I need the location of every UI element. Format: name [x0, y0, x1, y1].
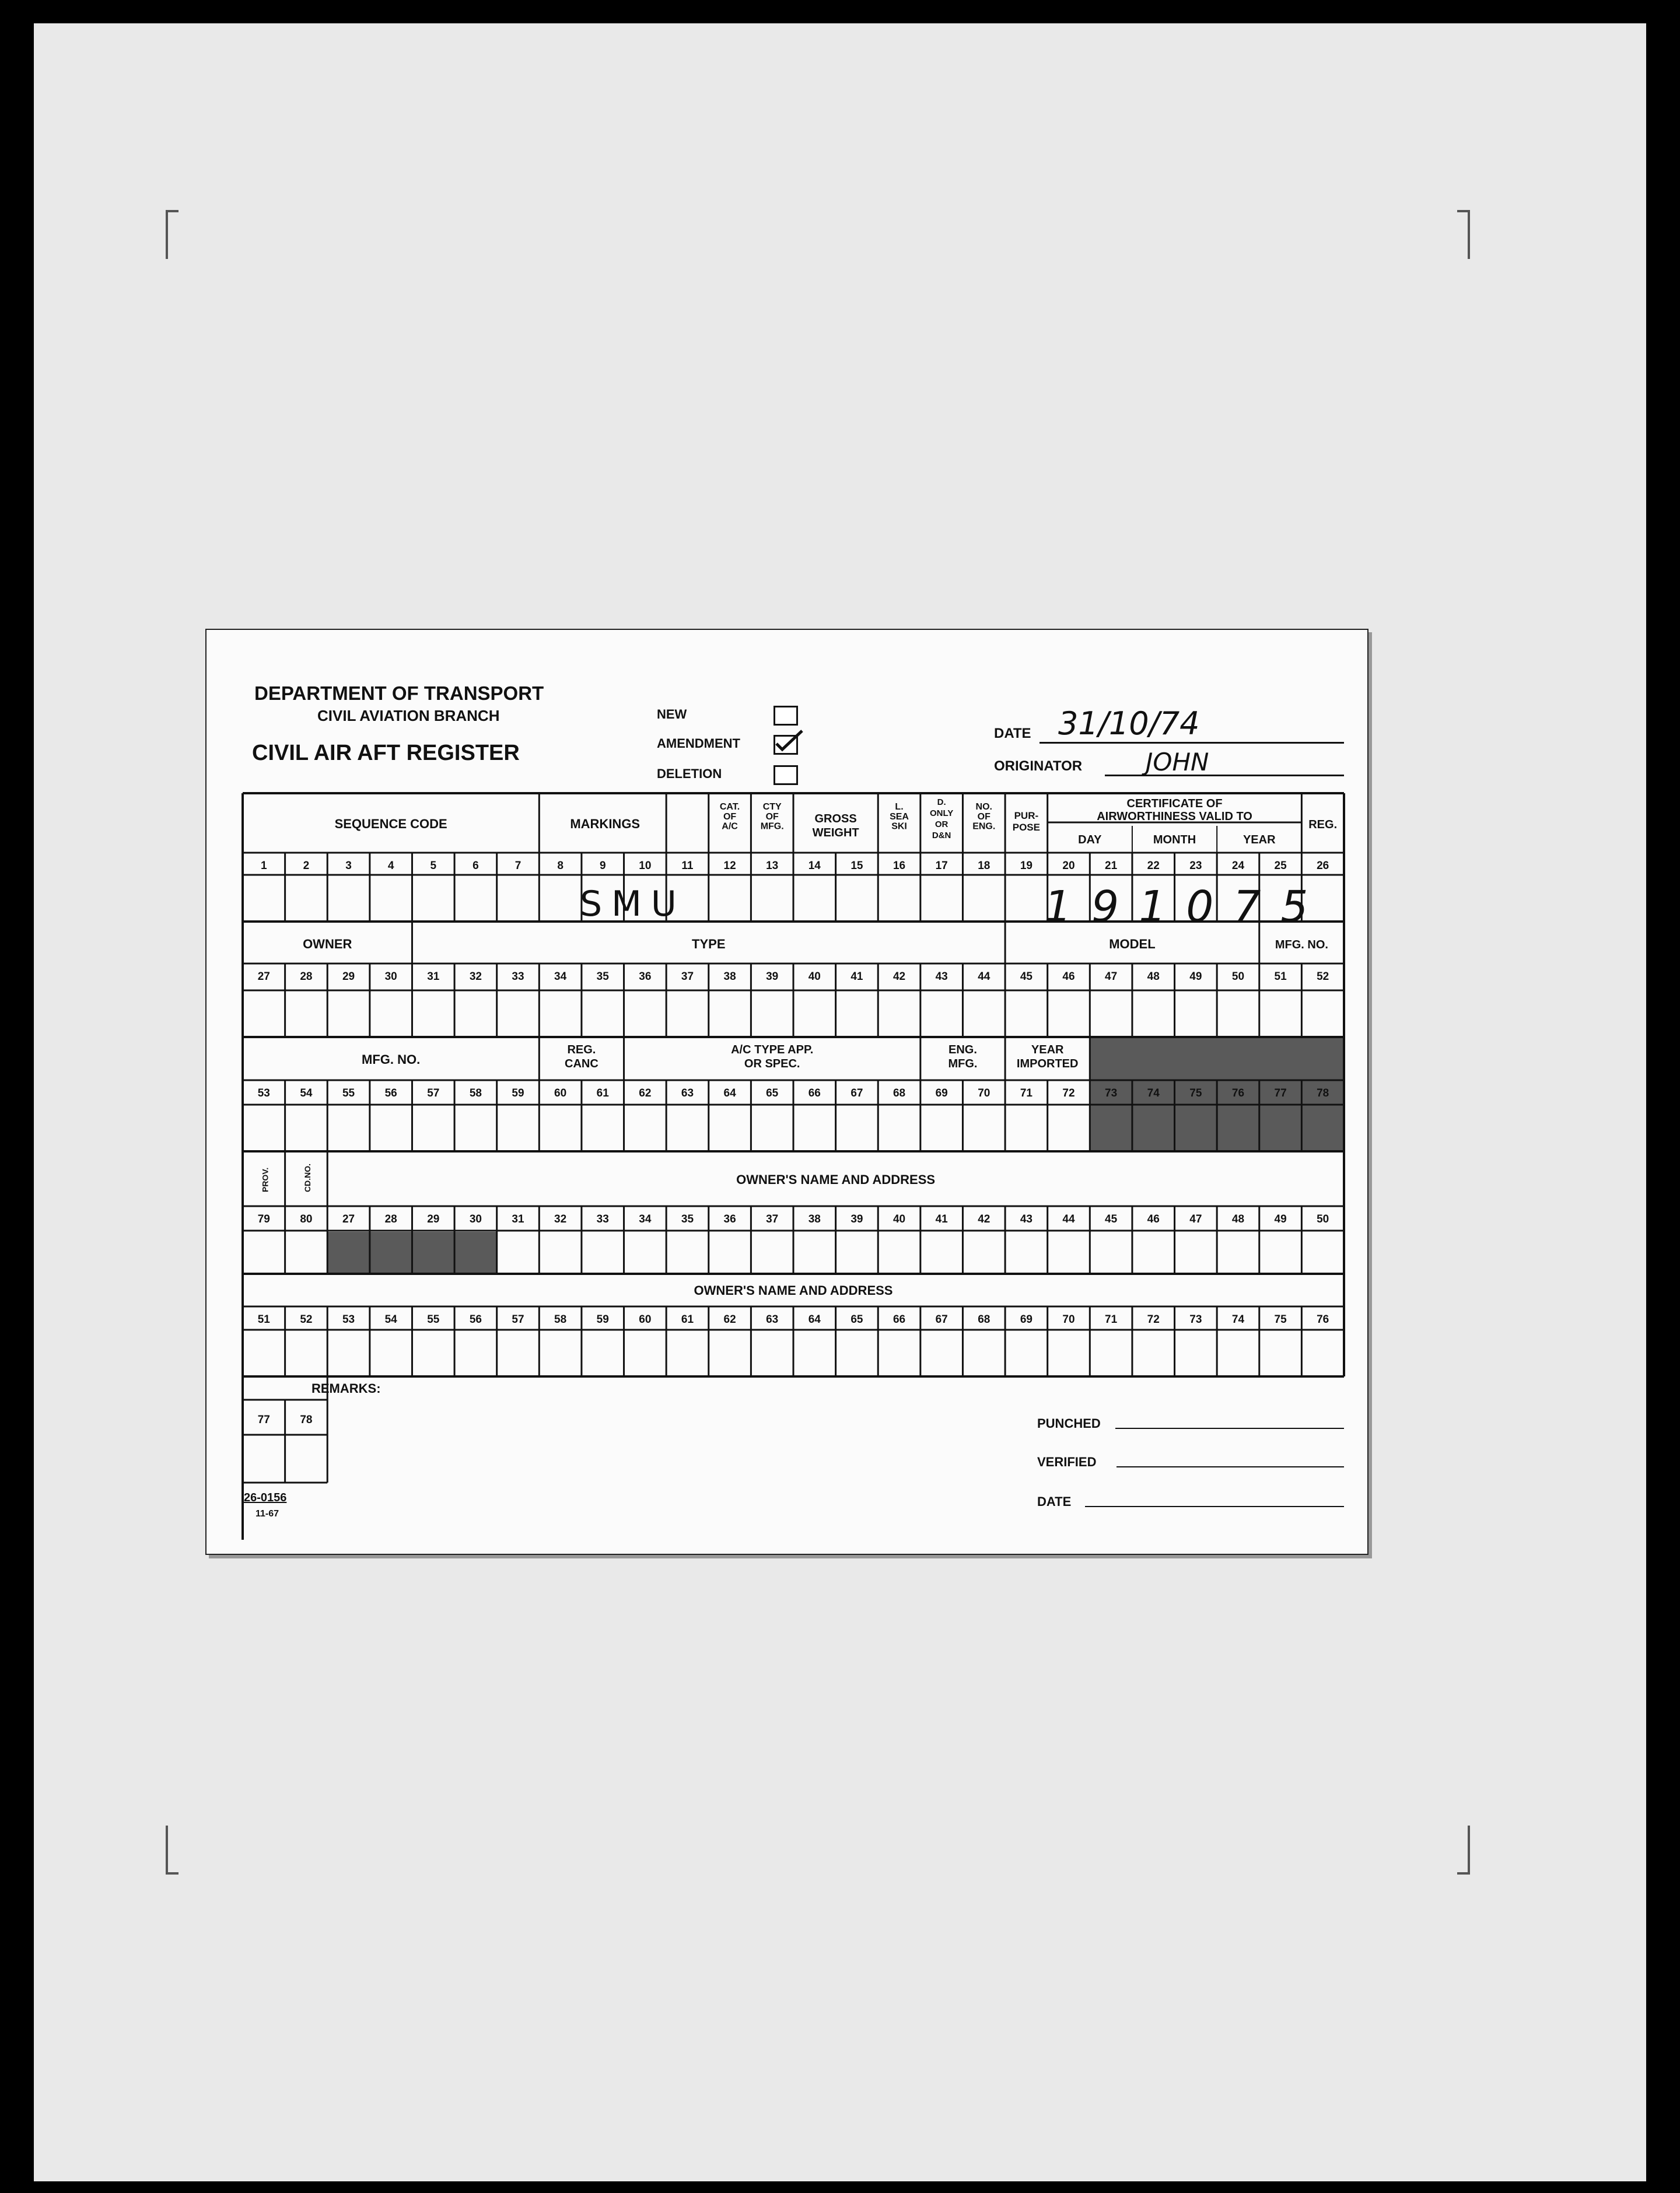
column-number-label: 54 — [300, 1087, 313, 1099]
column-number-label: 12 — [723, 860, 736, 872]
footer-date-label: DATE — [1037, 1494, 1072, 1509]
column-number-label: 59 — [512, 1087, 524, 1099]
column-number-label: 27 — [257, 971, 270, 983]
column-number-label: 38 — [723, 971, 736, 983]
subheader-year: YEAR — [1242, 833, 1276, 846]
column-number-label: 32 — [554, 1213, 567, 1225]
column-number-label: 66 — [808, 1087, 821, 1099]
column-number-label: 73 — [1189, 1313, 1202, 1326]
header-cat-of-ac: A/C — [722, 821, 738, 832]
column-number-label: 54 — [384, 1313, 397, 1326]
column-number-label: 68 — [892, 1087, 906, 1099]
column-number-label: 65 — [766, 1087, 779, 1099]
register-card — [205, 629, 1368, 1555]
column-number-label: 55 — [342, 1087, 355, 1099]
header-no-of-eng: NO. — [975, 802, 992, 812]
column-number-label: 68 — [978, 1313, 991, 1326]
column-number-label: 30 — [469, 1213, 482, 1225]
column-number-label: 52 — [300, 1313, 313, 1326]
column-number-label: 1 — [261, 860, 267, 872]
remarks-label: REMARKS: — [312, 1381, 381, 1396]
header-gross-weight: GROSS — [814, 812, 857, 825]
column-number-label: 39 — [766, 971, 779, 983]
column-number-label: 69 — [935, 1087, 948, 1099]
column-number-label: 41 — [935, 1213, 948, 1225]
column-number-label: 72 — [1147, 1313, 1160, 1326]
header-eng-mfg: MFG. — [948, 1057, 978, 1070]
header-d-only-or-dn: D. — [937, 797, 946, 807]
column-number-label: 57 — [427, 1087, 440, 1099]
column-number-label: 25 — [1274, 860, 1287, 872]
column-number-label: 64 — [723, 1087, 736, 1099]
verified-line[interactable] — [1116, 1466, 1344, 1467]
column-number-label: 60 — [639, 1313, 652, 1326]
column-number-label: 55 — [427, 1313, 440, 1326]
column-number-label: 53 — [257, 1087, 270, 1099]
column-number-label: 13 — [766, 860, 779, 872]
column-number-label: 11 — [681, 860, 694, 872]
column-number-label: 69 — [1020, 1313, 1032, 1326]
column-number-label: 51 — [257, 1313, 270, 1326]
header-mfg-no-2: MFG. NO. — [362, 1052, 421, 1067]
crop-mark-top-right — [1457, 210, 1470, 259]
header-cat-of-ac: CAT. — [719, 802, 740, 812]
header-reg: REG. — [1308, 818, 1338, 831]
header-certificate: AIRWORTHINESS VALID TO — [1097, 810, 1252, 823]
column-number-label: 61 — [681, 1313, 694, 1326]
form-number: 26-0156 — [244, 1491, 287, 1504]
column-number-label: 53 — [342, 1313, 355, 1326]
subheader-day: DAY — [1078, 833, 1102, 846]
department-title: DEPARTMENT OF TRANSPORT — [254, 682, 544, 704]
column-number-label: 78 — [1317, 1087, 1329, 1099]
column-number-label: 75 — [1189, 1087, 1202, 1099]
column-number-label: 47 — [1105, 971, 1118, 983]
column-number-label: 51 — [1274, 971, 1287, 983]
column-number-label: 44 — [1062, 1213, 1075, 1225]
header-l-sea-ski: SEA — [890, 811, 909, 822]
column-number-label: 56 — [469, 1313, 482, 1326]
column-number-label: 33 — [596, 1213, 609, 1225]
header-owner: OWNER — [303, 937, 352, 951]
footer-date-line[interactable] — [1085, 1506, 1344, 1507]
column-number-label: 63 — [681, 1087, 694, 1099]
column-number-label: 73 — [1105, 1087, 1118, 1099]
column-number-label: 80 — [300, 1213, 313, 1225]
column-number-label: 62 — [723, 1313, 736, 1326]
date-label: DATE — [994, 726, 1031, 741]
header-l-sea-ski: SKI — [891, 821, 907, 832]
header-l-sea-ski: L. — [895, 802, 904, 812]
column-number-label: 61 — [596, 1087, 609, 1099]
crop-mark-bottom-right — [1457, 1826, 1470, 1875]
originator-label: ORIGINATOR — [994, 758, 1083, 774]
column-number-label: 76 — [1317, 1313, 1329, 1326]
validity-value[interactable]: 191075 — [1044, 882, 1328, 932]
column-number-label: 28 — [384, 1213, 397, 1225]
crop-mark-bottom-left — [166, 1826, 178, 1875]
column-number-label: 35 — [596, 971, 609, 983]
column-number-label: 16 — [892, 860, 906, 872]
header-cty-of-mfg: MFG. — [760, 821, 784, 832]
column-number-label: 29 — [342, 971, 355, 983]
column-number-label: 74 — [1147, 1087, 1160, 1099]
column-number-label: 28 — [300, 971, 313, 983]
register-grid — [206, 630, 1367, 1554]
column-number-label: 63 — [766, 1313, 779, 1326]
column-number-label: 17 — [935, 860, 948, 872]
header-sequence-code: SEQUENCE CODE — [334, 817, 447, 831]
column-number-label: 74 — [1231, 1313, 1245, 1326]
footer-column-number: 78 — [300, 1414, 313, 1426]
header-d-only-or-dn: D&N — [932, 831, 951, 840]
header-cd-no: CD.NO. — [302, 1164, 312, 1192]
header-cat-of-ac: OF — [723, 811, 737, 822]
column-number-label: 10 — [639, 860, 652, 872]
column-number-label: 58 — [469, 1087, 482, 1099]
header-prov: PROV. — [260, 1167, 270, 1192]
column-number-label: 67 — [935, 1313, 948, 1326]
verified-label: VERIFIED — [1037, 1455, 1097, 1469]
column-number-label: 26 — [1317, 860, 1329, 872]
column-number-label: 3 — [345, 860, 352, 872]
punched-label: PUNCHED — [1037, 1416, 1101, 1431]
column-number-label: 38 — [808, 1213, 821, 1225]
column-number-label: 50 — [1317, 1213, 1329, 1225]
column-number-label: 44 — [978, 971, 991, 983]
column-number-label: 2 — [303, 860, 310, 872]
column-number-label: 8 — [557, 860, 564, 872]
column-number-label: 23 — [1189, 860, 1202, 872]
column-number-label: 35 — [681, 1213, 694, 1225]
column-number-label: 59 — [596, 1313, 609, 1326]
column-number-label: 34 — [639, 1213, 652, 1225]
column-number-label: 33 — [512, 971, 524, 983]
column-number-label: 19 — [1020, 860, 1032, 872]
column-number-label: 7 — [514, 860, 522, 872]
column-number-label: 31 — [512, 1213, 524, 1225]
column-number-label: 5 — [430, 860, 437, 872]
column-number-label: 30 — [384, 971, 397, 983]
column-number-label: 24 — [1231, 860, 1245, 872]
header-owners-name-2: OWNER'S NAME AND ADDRESS — [694, 1283, 893, 1298]
crop-mark-top-left — [166, 210, 178, 259]
column-number-label: 20 — [1062, 860, 1075, 872]
column-number-label: 6 — [473, 860, 479, 872]
column-number-label: 39 — [850, 1213, 863, 1225]
column-number-label: 52 — [1317, 971, 1329, 983]
column-number-label: 46 — [1147, 1213, 1160, 1225]
date-value[interactable]: 31/10/74 — [1058, 705, 1200, 742]
column-number-label: 36 — [723, 1213, 736, 1225]
column-number-label: 42 — [892, 971, 906, 983]
header-reg-canc: REG. — [567, 1043, 596, 1056]
column-number-label: 65 — [850, 1313, 863, 1326]
column-number-label: 70 — [978, 1087, 991, 1099]
column-number-label: 75 — [1274, 1313, 1287, 1326]
new-label: NEW — [657, 707, 687, 721]
column-number-label: 32 — [469, 971, 482, 983]
column-number-label: 43 — [1020, 1213, 1032, 1225]
header-eng-mfg: ENG. — [949, 1043, 977, 1056]
header-model: MODEL — [1109, 937, 1156, 951]
column-number-label: 45 — [1105, 1213, 1118, 1225]
branch-title: CIVIL AVIATION BRANCH — [317, 707, 500, 724]
column-number-label: 72 — [1062, 1087, 1075, 1099]
footer-column-number: 77 — [257, 1414, 270, 1426]
header-cty-of-mfg: OF — [765, 811, 779, 822]
form-date: 11-67 — [256, 1509, 279, 1519]
column-number-label: 66 — [892, 1313, 906, 1326]
amendment-label: AMENDMENT — [657, 736, 740, 751]
header-markings: MARKINGS — [570, 817, 640, 831]
header-owners-name-1: OWNER'S NAME AND ADDRESS — [736, 1172, 936, 1187]
column-number-label: 49 — [1274, 1213, 1287, 1225]
header-purpose: PUR- — [1014, 810, 1039, 821]
column-number-label: 62 — [639, 1087, 652, 1099]
column-number-label: 18 — [978, 860, 991, 872]
column-number-label: 48 — [1147, 971, 1160, 983]
column-number-label: 46 — [1062, 971, 1075, 983]
column-number-label: 71 — [1020, 1087, 1032, 1099]
header-certificate: CERTIFICATE OF — [1126, 797, 1223, 810]
column-number-label: 37 — [766, 1213, 779, 1225]
column-number-label: 4 — [387, 860, 394, 872]
deletion-label: DELETION — [657, 766, 722, 781]
column-number-label: 58 — [554, 1313, 567, 1326]
column-number-label: 21 — [1105, 860, 1118, 872]
column-number-label: 9 — [599, 860, 606, 872]
column-number-label: 36 — [639, 971, 652, 983]
header-purpose: POSE — [1012, 822, 1041, 833]
form-title: CIVIL AIR AFT REGISTER — [252, 741, 520, 765]
originator-value[interactable]: JOHN — [1146, 748, 1209, 776]
column-number-label: 29 — [427, 1213, 440, 1225]
column-number-label: 67 — [850, 1087, 863, 1099]
column-number-label: 77 — [1274, 1087, 1287, 1099]
column-number-label: 50 — [1231, 971, 1245, 983]
header-reg-canc: CANC — [565, 1057, 598, 1070]
header-cty-of-mfg: CTY — [762, 802, 782, 812]
column-number-label: 57 — [512, 1313, 524, 1326]
column-number-label: 41 — [850, 971, 863, 983]
header-ac-type-app: OR SPEC. — [744, 1057, 800, 1070]
header-d-only-or-dn: OR — [935, 819, 949, 829]
header-ac-type-app: A/C TYPE APP. — [731, 1043, 814, 1056]
column-number-label: 42 — [978, 1213, 991, 1225]
header-d-only-or-dn: ONLY — [930, 808, 954, 818]
markings-value[interactable]: SMU — [580, 884, 686, 924]
header-no-of-eng: OF — [977, 811, 991, 822]
column-number-label: 45 — [1020, 971, 1032, 983]
column-number-label: 14 — [808, 860, 821, 872]
column-number-label: 60 — [554, 1087, 567, 1099]
column-number-label: 40 — [808, 971, 821, 983]
column-number-label: 43 — [935, 971, 948, 983]
header-no-of-eng: ENG. — [972, 821, 996, 832]
header-mfg-no: MFG. NO. — [1275, 938, 1328, 951]
column-number-label: 27 — [342, 1213, 355, 1225]
column-number-label: 76 — [1231, 1087, 1245, 1099]
header-gross-weight: WEIGHT — [812, 826, 859, 839]
column-number-label: 71 — [1105, 1313, 1118, 1326]
column-number-label: 31 — [427, 971, 440, 983]
column-number-label: 15 — [850, 860, 863, 872]
column-number-label: 22 — [1147, 860, 1160, 872]
column-number-label: 64 — [808, 1313, 821, 1326]
subheader-month: MONTH — [1153, 833, 1196, 846]
column-number-label: 79 — [257, 1213, 270, 1225]
column-number-label: 47 — [1189, 1213, 1202, 1225]
column-number-label: 34 — [554, 971, 567, 983]
column-number-label: 37 — [681, 971, 694, 983]
column-number-label: 49 — [1189, 971, 1202, 983]
column-number-label: 48 — [1231, 1213, 1245, 1225]
column-number-label: 56 — [384, 1087, 397, 1099]
punched-line[interactable] — [1115, 1428, 1344, 1429]
column-number-label: 40 — [892, 1213, 906, 1225]
column-number-label: 70 — [1062, 1313, 1075, 1326]
header-year-imported: IMPORTED — [1016, 1057, 1079, 1070]
header-type: TYPE — [692, 937, 726, 951]
header-year-imported: YEAR — [1031, 1043, 1064, 1056]
